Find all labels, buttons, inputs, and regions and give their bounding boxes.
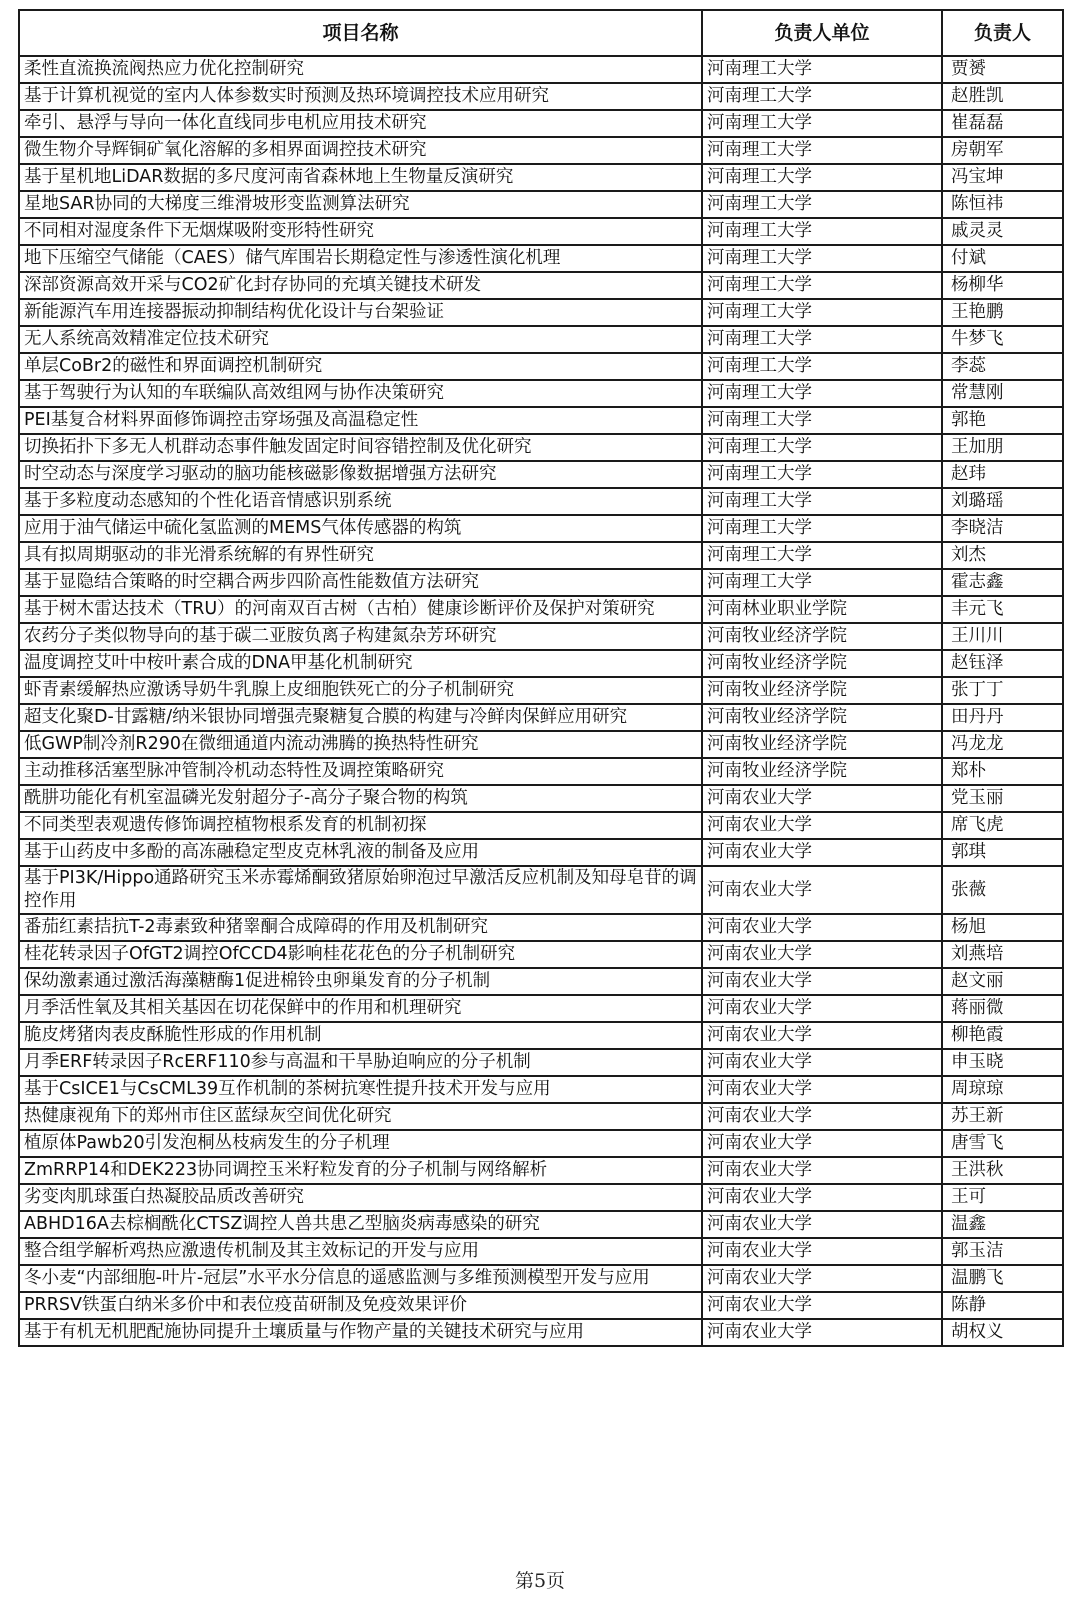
- project-name-cell: 牵引、悬浮与导向一体化直线同步电机应用技术研究: [19, 110, 702, 137]
- project-name-cell: 无人系统高效精准定位技术研究: [19, 326, 702, 353]
- table-row: [19, 1184, 1063, 1211]
- unit-cell: 河南理工大学: [702, 461, 942, 488]
- table-row: [19, 677, 1063, 704]
- unit-cell: 河南牧业经济学院: [702, 758, 942, 785]
- unit-cell: 河南理工大学: [702, 110, 942, 137]
- table-row: [19, 1022, 1063, 1049]
- person-cell: 常慧刚: [942, 380, 1063, 407]
- table-row: [19, 1130, 1063, 1157]
- project-name-cell: 植原体Pawb20引发泡桐丛枝病发生的分子机理: [19, 1130, 702, 1157]
- table-row: [19, 353, 1063, 380]
- project-name-cell: 不同相对湿度条件下无烟煤吸附变形特性研究: [19, 218, 702, 245]
- project-table: [18, 9, 1064, 1347]
- project-name-cell: ABHD16A去棕榈酰化CTSZ调控人兽共患乙型脑炎病毒感染的研究: [19, 1211, 702, 1238]
- unit-cell: 河南农业大学: [702, 941, 942, 968]
- person-cell: 丰元飞: [942, 596, 1063, 623]
- person-cell: 郭艳: [942, 407, 1063, 434]
- person-cell: 周琼琼: [942, 1076, 1063, 1103]
- project-name-cell: 基于山药皮中多酚的高冻融稳定型皮克林乳液的制备及应用: [19, 839, 702, 866]
- person-cell: 崔磊磊: [942, 110, 1063, 137]
- person-cell: 杨柳华: [942, 272, 1063, 299]
- unit-cell: 河南农业大学: [702, 995, 942, 1022]
- table-row: [19, 704, 1063, 731]
- unit-cell: 河南理工大学: [702, 326, 942, 353]
- table-row: [19, 380, 1063, 407]
- unit-cell: 河南林业职业学院: [702, 596, 942, 623]
- project-name-cell: 新能源汽车用连接器振动抑制结构优化设计与台架验证: [19, 299, 702, 326]
- project-name-cell: 切换拓扑下多无人机群动态事件触发固定时间容错控制及优化研究: [19, 434, 702, 461]
- unit-cell: 河南理工大学: [702, 380, 942, 407]
- person-cell: 冯宝坤: [942, 164, 1063, 191]
- person-cell: 郭玉洁: [942, 1238, 1063, 1265]
- unit-cell: 河南农业大学: [702, 1265, 942, 1292]
- table-row: [19, 218, 1063, 245]
- unit-cell: 河南牧业经济学院: [702, 677, 942, 704]
- person-cell: 柳艳霞: [942, 1022, 1063, 1049]
- table-row: [19, 461, 1063, 488]
- person-cell: 王艳鹏: [942, 299, 1063, 326]
- person-cell: 郑朴: [942, 758, 1063, 785]
- project-name-cell: 柔性直流换流阀热应力优化控制研究: [19, 56, 702, 83]
- unit-cell: 河南理工大学: [702, 56, 942, 83]
- project-name-cell: 基于树木雷达技术（TRU）的河南双百古树（古柏）健康诊断评价及保护对策研究: [19, 596, 702, 623]
- person-cell: 刘璐瑶: [942, 488, 1063, 515]
- table-row: [19, 164, 1063, 191]
- table-row: [19, 1211, 1063, 1238]
- project-name-cell: PRRSV铁蛋白纳米多价中和表位疫苗研制及免疫效果评价: [19, 1292, 702, 1319]
- project-name-cell: 星地SAR协同的大梯度三维滑坡形变监测算法研究: [19, 191, 702, 218]
- unit-cell: 河南理工大学: [702, 407, 942, 434]
- person-cell: 杨旭: [942, 914, 1063, 941]
- unit-cell: 河南理工大学: [702, 137, 942, 164]
- table-row: [19, 542, 1063, 569]
- person-cell: 赵钰泽: [942, 650, 1063, 677]
- table-row: [19, 1265, 1063, 1292]
- person-cell: 温鑫: [942, 1211, 1063, 1238]
- person-cell: 赵玮: [942, 461, 1063, 488]
- person-cell: 李晓洁: [942, 515, 1063, 542]
- project-name-cell: 基于CsICE1与CsCML39互作机制的茶树抗寒性提升技术开发与应用: [19, 1076, 702, 1103]
- project-name-cell: 基于星机地LiDAR数据的多尺度河南省森林地上生物量反演研究: [19, 164, 702, 191]
- project-name-cell: 地下压缩空气储能（CAES）储气库围岩长期稳定性与渗透性演化机理: [19, 245, 702, 272]
- person-cell: 苏王新: [942, 1103, 1063, 1130]
- table-row: [19, 1049, 1063, 1076]
- unit-cell: 河南牧业经济学院: [702, 623, 942, 650]
- person-cell: 陈恒祎: [942, 191, 1063, 218]
- person-cell: 申玉晓: [942, 1049, 1063, 1076]
- project-name-cell: 基于多粒度动态感知的个性化语音情感识别系统: [19, 488, 702, 515]
- project-name-cell: 月季ERF转录因子RcERF110参与高温和干旱胁迫响应的分子机制: [19, 1049, 702, 1076]
- project-name-cell: 热健康视角下的郑州市住区蓝绿灰空间优化研究: [19, 1103, 702, 1130]
- project-name-cell: 番茄红素拮抗T-2毒素致种猪睾酮合成障碍的作用及机制研究: [19, 914, 702, 941]
- person-cell: 田丹丹: [942, 704, 1063, 731]
- unit-cell: 河南农业大学: [702, 1157, 942, 1184]
- unit-cell: 河南理工大学: [702, 353, 942, 380]
- person-cell: 房朝军: [942, 137, 1063, 164]
- project-name-cell: 温度调控艾叶中桉叶素合成的DNA甲基化机制研究: [19, 650, 702, 677]
- project-name-cell: 农药分子类似物导向的基于碳二亚胺负离子构建氮杂芳环研究: [19, 623, 702, 650]
- person-cell: 付斌: [942, 245, 1063, 272]
- project-name-cell: 单层CoBr2的磁性和界面调控机制研究: [19, 353, 702, 380]
- unit-cell: 河南农业大学: [702, 1049, 942, 1076]
- table-row: [19, 785, 1063, 812]
- table-row: [19, 866, 1063, 914]
- table-row: [19, 1076, 1063, 1103]
- project-name-cell: 超支化聚D-甘露糖/纳米银协同增强壳聚糖复合膜的构建与冷鲜肉保鲜应用研究: [19, 704, 702, 731]
- unit-cell: 河南农业大学: [702, 1211, 942, 1238]
- unit-cell: 河南理工大学: [702, 272, 942, 299]
- project-name-cell: 基于驾驶行为认知的车联编队高效组网与协作决策研究: [19, 380, 702, 407]
- table-header-row: [19, 10, 1063, 56]
- table-row: [19, 995, 1063, 1022]
- person-cell: 唐雪飞: [942, 1130, 1063, 1157]
- table-body: [19, 56, 1063, 1346]
- project-name-cell: 整合组学解析鸡热应激遗传机制及其主效标记的开发与应用: [19, 1238, 702, 1265]
- project-name-cell: 冬小麦“内部细胞-叶片-冠层”水平水分信息的遥感监测与多维预测模型开发与应用: [19, 1265, 702, 1292]
- table-row: [19, 623, 1063, 650]
- table-row: [19, 407, 1063, 434]
- person-cell: 胡权义: [942, 1319, 1063, 1346]
- table-row: [19, 1238, 1063, 1265]
- project-name-cell: 酰肼功能化有机室温磷光发射超分子-高分子聚合物的构筑: [19, 785, 702, 812]
- project-name-cell: 应用于油气储运中硫化氢监测的MEMS气体传感器的构筑: [19, 515, 702, 542]
- project-name-cell: 基于计算机视觉的室内人体参数实时预测及热环境调控技术应用研究: [19, 83, 702, 110]
- project-name-cell: 月季活性氧及其相关基因在切花保鲜中的作用和机理研究: [19, 995, 702, 1022]
- person-cell: 党玉丽: [942, 785, 1063, 812]
- table-row: [19, 272, 1063, 299]
- unit-cell: 河南理工大学: [702, 488, 942, 515]
- unit-cell: 河南理工大学: [702, 569, 942, 596]
- unit-cell: 河南理工大学: [702, 191, 942, 218]
- project-name-cell: 保幼激素通过激活海藻糖酶1促进棉铃虫卵巢发育的分子机制: [19, 968, 702, 995]
- table-row: [19, 488, 1063, 515]
- unit-cell: 河南农业大学: [702, 914, 942, 941]
- unit-cell: 河南牧业经济学院: [702, 731, 942, 758]
- unit-cell: 河南理工大学: [702, 542, 942, 569]
- table-row: [19, 758, 1063, 785]
- unit-cell: 河南农业大学: [702, 1292, 942, 1319]
- table-row: [19, 839, 1063, 866]
- table-row: [19, 941, 1063, 968]
- unit-cell: 河南农业大学: [702, 1103, 942, 1130]
- unit-cell: 河南农业大学: [702, 1022, 942, 1049]
- person-cell: 王川川: [942, 623, 1063, 650]
- person-cell: 赵文丽: [942, 968, 1063, 995]
- table-row: [19, 299, 1063, 326]
- unit-cell: 河南农业大学: [702, 1130, 942, 1157]
- unit-cell: 河南理工大学: [702, 434, 942, 461]
- unit-cell: 河南农业大学: [702, 785, 942, 812]
- table-row: [19, 914, 1063, 941]
- unit-cell: 河南理工大学: [702, 164, 942, 191]
- table-row: [19, 1319, 1063, 1346]
- table-row: [19, 434, 1063, 461]
- person-cell: 郭琪: [942, 839, 1063, 866]
- unit-cell: 河南理工大学: [702, 83, 942, 110]
- table-row: [19, 191, 1063, 218]
- unit-cell: 河南理工大学: [702, 299, 942, 326]
- project-name-cell: PEI基复合材料界面修饰调控击穿场强及高温稳定性: [19, 407, 702, 434]
- project-name-cell: 脆皮烤猪肉表皮酥脆性形成的作用机制: [19, 1022, 702, 1049]
- person-cell: 张丁丁: [942, 677, 1063, 704]
- person-cell: 刘燕培: [942, 941, 1063, 968]
- table-row: [19, 569, 1063, 596]
- unit-cell: 河南农业大学: [702, 812, 942, 839]
- table-row: [19, 1103, 1063, 1130]
- person-cell: 张薇: [942, 866, 1063, 914]
- project-name-cell: 劣变肉肌球蛋白热凝胶品质改善研究: [19, 1184, 702, 1211]
- table-row: [19, 968, 1063, 995]
- project-name-cell: 主动推移活塞型脉冲管制冷机动态特性及调控策略研究: [19, 758, 702, 785]
- person-cell: 冯龙龙: [942, 731, 1063, 758]
- unit-cell: 河南农业大学: [702, 839, 942, 866]
- project-name-cell: 虾青素缓解热应激诱导奶牛乳腺上皮细胞铁死亡的分子机制研究: [19, 677, 702, 704]
- person-cell: 陈静: [942, 1292, 1063, 1319]
- project-name-cell: 时空动态与深度学习驱动的脑功能核磁影像数据增强方法研究: [19, 461, 702, 488]
- project-name-cell: 具有拟周期驱动的非光滑系统解的有界性研究: [19, 542, 702, 569]
- table-row: [19, 812, 1063, 839]
- person-cell: 温鹏飞: [942, 1265, 1063, 1292]
- project-name-cell: 不同类型表观遗传修饰调控植物根系发育的机制初探: [19, 812, 702, 839]
- unit-cell: 河南农业大学: [702, 866, 942, 914]
- table-row: [19, 1157, 1063, 1184]
- person-cell: 王加朋: [942, 434, 1063, 461]
- project-name-cell: 微生物介导辉铜矿氧化溶解的多相界面调控技术研究: [19, 137, 702, 164]
- unit-cell: 河南理工大学: [702, 515, 942, 542]
- table-row: [19, 1292, 1063, 1319]
- project-name-cell: 基于显隐结合策略的时空耦合两步四阶高性能数值方法研究: [19, 569, 702, 596]
- table-row: [19, 596, 1063, 623]
- unit-cell: 河南农业大学: [702, 1238, 942, 1265]
- header-project-name: 项目名称: [19, 10, 702, 56]
- project-name-cell: 基于有机无机肥配施协同提升土壤质量与作物产量的关键技术研究与应用: [19, 1319, 702, 1346]
- person-cell: 蒋丽微: [942, 995, 1063, 1022]
- project-name-cell: 基于PI3K/Hippo通路研究玉米赤霉烯酮致猪原始卵泡过早激活反应机制及知母皂苷的调控作用: [19, 866, 702, 914]
- unit-cell: 河南农业大学: [702, 1076, 942, 1103]
- table-row: [19, 137, 1063, 164]
- person-cell: 戚灵灵: [942, 218, 1063, 245]
- person-cell: 牛梦飞: [942, 326, 1063, 353]
- header-person: 负责人: [942, 10, 1063, 56]
- unit-cell: 河南牧业经济学院: [702, 704, 942, 731]
- project-name-cell: 桂花转录因子OfGT2调控OfCCD4影响桂花花色的分子机制研究: [19, 941, 702, 968]
- person-cell: 席飞虎: [942, 812, 1063, 839]
- person-cell: 李蕊: [942, 353, 1063, 380]
- project-name-cell: 低GWP制冷剂R290在微细通道内流动沸腾的换热特性研究: [19, 731, 702, 758]
- project-name-cell: ZmRRP14和DEK223协同调控玉米籽粒发育的分子机制与网络解析: [19, 1157, 702, 1184]
- unit-cell: 河南农业大学: [702, 1319, 942, 1346]
- unit-cell: 河南农业大学: [702, 968, 942, 995]
- person-cell: 王可: [942, 1184, 1063, 1211]
- table-row: [19, 110, 1063, 137]
- person-cell: 刘杰: [942, 542, 1063, 569]
- unit-cell: 河南牧业经济学院: [702, 650, 942, 677]
- header-unit: 负责人单位: [702, 10, 942, 56]
- table-row: [19, 731, 1063, 758]
- table-row: [19, 56, 1063, 83]
- unit-cell: 河南理工大学: [702, 218, 942, 245]
- person-cell: 赵胜凯: [942, 83, 1063, 110]
- table-row: [19, 326, 1063, 353]
- unit-cell: 河南农业大学: [702, 1184, 942, 1211]
- unit-cell: 河南理工大学: [702, 245, 942, 272]
- table-row: [19, 515, 1063, 542]
- person-cell: 王洪秋: [942, 1157, 1063, 1184]
- page-number: 第5页: [514, 1570, 566, 1592]
- table-row: [19, 83, 1063, 110]
- table-row: [19, 245, 1063, 272]
- person-cell: 贾赟: [942, 56, 1063, 83]
- person-cell: 霍志鑫: [942, 569, 1063, 596]
- project-name-cell: 深部资源高效开采与CO2矿化封存协同的充填关键技术研发: [19, 272, 702, 299]
- table-row: [19, 650, 1063, 677]
